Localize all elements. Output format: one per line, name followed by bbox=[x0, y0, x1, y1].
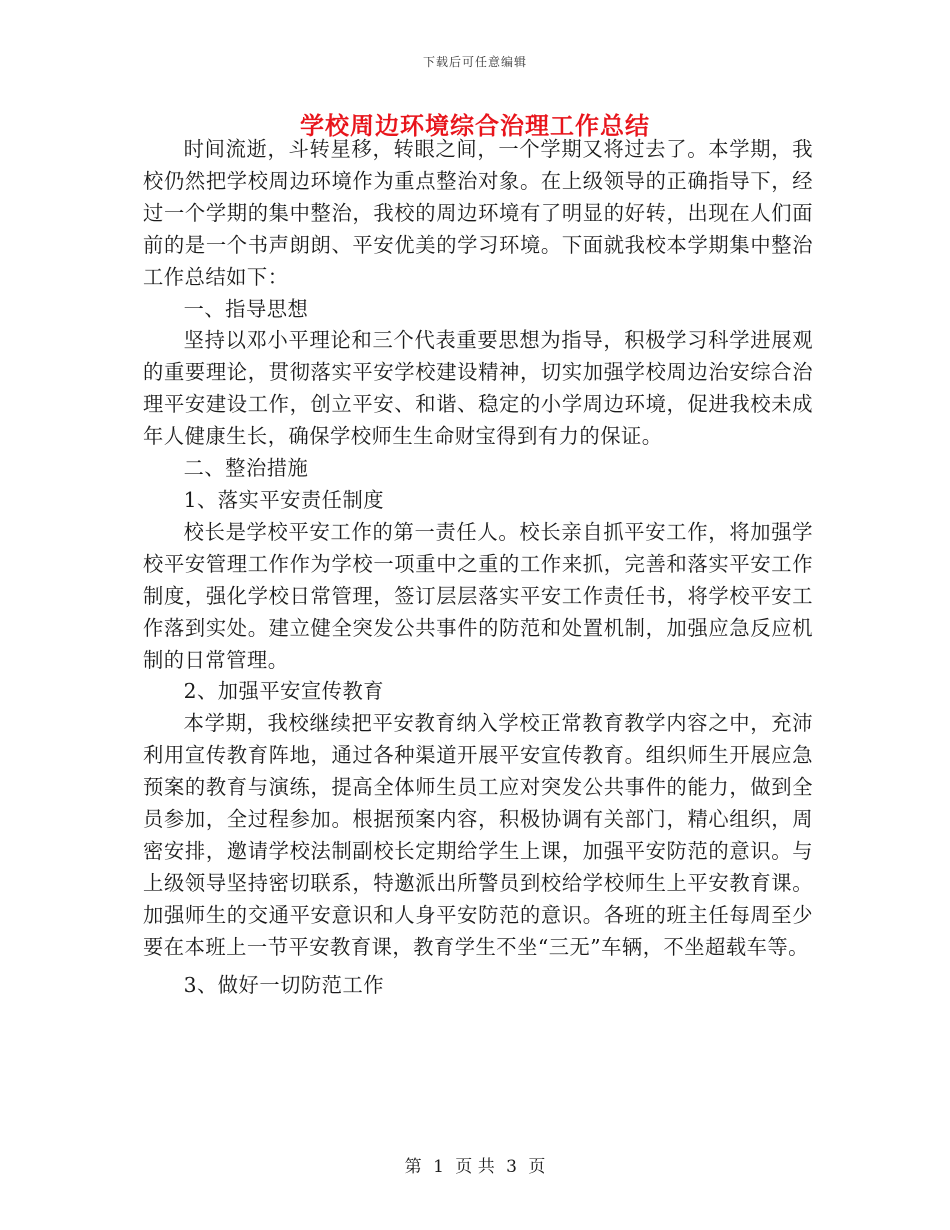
footer-middle: 页 共 bbox=[455, 1157, 495, 1177]
subheading-education: 2、加强平安宣传教育 bbox=[183, 679, 385, 704]
footer-suffix: 页 bbox=[528, 1157, 546, 1177]
page-footer bbox=[0, 1152, 950, 1177]
subheading-prevention: 3、做好一切防范工作 bbox=[183, 972, 385, 997]
paragraph-responsibility: 校长是学校平安工作的第一责任人。校长亲自抓平安工作，将加强学校平安管理工作作为学校一项重中之重的工作来抓，完善和落实平安工作制度，强化学校日常管理，签订层层落实平安工作责任书，将学校平安工作落到实处。建立健全突发公共事件的防范和处置机制，加强应急反应机制的日常管理。 bbox=[143, 519, 813, 672]
header-note: 下载后可任意编辑 bbox=[422, 55, 527, 69]
heading-measures: 二、整治措施 bbox=[183, 456, 309, 481]
subheading-responsibility: 1、落实平安责任制度 bbox=[183, 487, 385, 512]
paragraph-education: 本学期，我校继续把平安教育纳入学校正常教育教学内容之中，充沛利用宣传教育阵地，通过各种渠道开展平安宣传教育。组织师生开展应急预案的教育与演练，提高全体师生员工应对突发公共事件的能力，做到全员参加，全过程参加。根据预案内容，积极协调有关部门，精心组织，周密安排，邀请学校法制副校长定期给学生上课，加强平安防范的意识。与上级领导坚持密切联系，特邀派出所警员到校给学校师生上平安教育课。加强师生的交通平安意识和人身平安防范的意识。各班的班主任每周至少要在本班上一节平安教育课，教育学生不坐“三无”车辆，不坐超载车等。 bbox=[143, 711, 813, 959]
heading-guiding-thought: 一、指导思想 bbox=[183, 296, 309, 321]
paragraph-intro: 时间流逝，斗转星移，转眼之间，一个学期又将过去了。本学期，我校仍然把学校周边环境作为重点整治对象。在上级领导的正确指导下，经过一个学期的集中整治，我校的周边环境有了明显的好转，出现在人们面前的是一个书声朗朗、平安优美的学习环境。下面就我校本学期集中整治工作总结如下： bbox=[143, 137, 813, 289]
paragraph-guiding-thought: 坚持以邓小平理论和三个代表重要思想为指导，积极学习科学进展观的重要理论，贯彻落实平安学校建设精神，切实加强学校周边治安综合治理平安建设工作，创立平安、和谐、稳定的小学周边环境，促进我校未成年人健康生长，确保学校师生生命财宝得到有力的保证。 bbox=[143, 328, 813, 449]
footer-total-pages: 3 bbox=[506, 1157, 517, 1177]
footer-page-number: 1 bbox=[433, 1157, 444, 1177]
document-title: 学校周边环境综合治理工作总结 bbox=[300, 111, 650, 140]
document-body bbox=[143, 134, 813, 1001]
footer-prefix: 第 bbox=[404, 1157, 422, 1177]
